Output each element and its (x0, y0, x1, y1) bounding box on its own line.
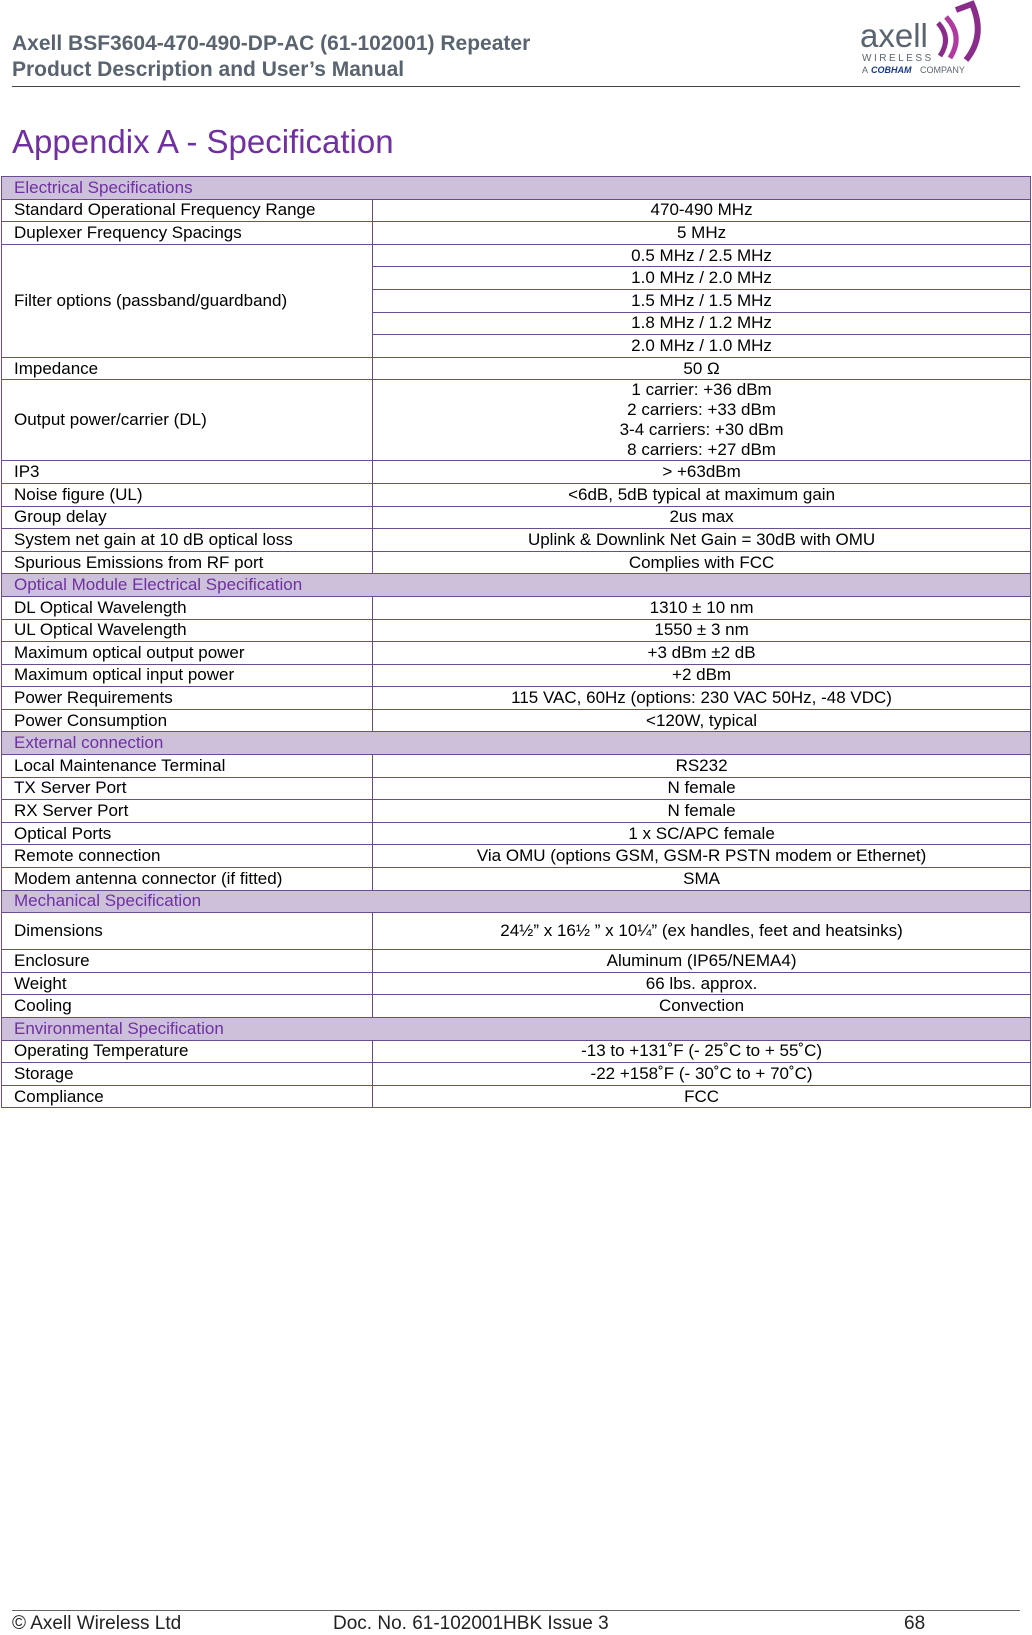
row-value: 5 MHz (373, 222, 1031, 245)
row-value: RS232 (373, 755, 1031, 778)
logo-sub-2-suffix: COMPANY (920, 65, 965, 75)
table-row (2, 664, 1031, 687)
header-title (12, 31, 530, 83)
row-value: Complies with FCC (373, 551, 1031, 574)
section-row (2, 732, 1031, 755)
row-value: 2us max (373, 506, 1031, 529)
row-value: 66 lbs. approx. (373, 972, 1031, 995)
row-label: Dimensions (2, 913, 373, 950)
table-row (2, 755, 1031, 778)
table-row (2, 1085, 1031, 1108)
row-value: -22 +158˚F (- 30˚C to + 70˚C) (373, 1063, 1031, 1086)
row-value: FCC (373, 1085, 1031, 1108)
section-row (2, 1018, 1031, 1041)
header-title-line-1: Axell BSF3604-470-490-DP-AC (61-102001) Repeater (12, 32, 531, 55)
row-label: Enclosure (2, 950, 373, 973)
section-row (2, 574, 1031, 597)
logo-sub-1: WIRELESS (862, 53, 934, 64)
row-label: RX Server Port (2, 800, 373, 823)
table-row (2, 596, 1031, 619)
row-value: 1.8 MHz / 1.2 MHz (373, 312, 1031, 335)
row-value: 2.0 MHz / 1.0 MHz (373, 335, 1031, 358)
row-label: Operating Temperature (2, 1040, 373, 1063)
table-row (2, 822, 1031, 845)
row-value: -13 to +131˚F (- 25˚C to + 55˚C) (373, 1040, 1031, 1063)
row-value: +3 dBm ±2 dB (373, 642, 1031, 665)
row-value: 50 Ω (373, 357, 1031, 380)
row-label: Power Requirements (2, 687, 373, 710)
table-row (2, 800, 1031, 823)
table-row (2, 687, 1031, 710)
row-value: <6dB, 5dB typical at maximum gain (373, 483, 1031, 506)
section-environmental: Environmental Specification (2, 1018, 1031, 1041)
section-electrical: Electrical Specifications (2, 177, 1031, 200)
table-row (2, 913, 1031, 950)
table-row (2, 483, 1031, 506)
table-row (2, 551, 1031, 574)
row-value: <120W, typical (373, 709, 1031, 732)
row-value (373, 380, 1031, 461)
table-row (2, 972, 1031, 995)
table-row (2, 777, 1031, 800)
section-external: External connection (2, 732, 1031, 755)
row-value: 470-490 MHz (373, 199, 1031, 222)
table-row (2, 619, 1031, 642)
row-label: Storage (2, 1063, 373, 1086)
row-label: Cooling (2, 995, 373, 1018)
row-label: Spurious Emissions from RF port (2, 551, 373, 574)
row-label: Maximum optical output power (2, 642, 373, 665)
row-value: 24½” x 16½ ” x 10¼” (ex handles, feet and heatsinks) (373, 913, 1031, 950)
output-line: 2 carriers: +33 dBm (627, 400, 776, 420)
table-row (2, 357, 1031, 380)
spec-table (1, 176, 1031, 1108)
row-label: Local Maintenance Terminal (2, 755, 373, 778)
row-label: Compliance (2, 1085, 373, 1108)
row-label: Maximum optical input power (2, 664, 373, 687)
table-row (2, 244, 1031, 267)
row-value: N female (373, 777, 1031, 800)
table-row (2, 506, 1031, 529)
row-value: Aluminum (IP65/NEMA4) (373, 950, 1031, 973)
row-value: Via OMU (options GSM, GSM-R PSTN modem or Ethernet) (373, 845, 1031, 868)
row-label: System net gain at 10 dB optical loss (2, 529, 373, 552)
table-row (2, 868, 1031, 891)
section-row (2, 890, 1031, 913)
row-value: N female (373, 800, 1031, 823)
row-label: IP3 (2, 461, 373, 484)
section-mechanical: Mechanical Specification (2, 890, 1031, 913)
row-label: Output power/carrier (DL) (2, 380, 373, 461)
output-line: 3-4 carriers: +30 dBm (619, 420, 784, 440)
table-row (2, 845, 1031, 868)
table-row (2, 950, 1031, 973)
row-value: > +63dBm (373, 461, 1031, 484)
table-row (2, 380, 1031, 461)
section-optical: Optical Module Electrical Specification (2, 574, 1031, 597)
footer-divider (12, 1610, 1020, 1611)
table-row (2, 461, 1031, 484)
header-title-line-2: Product Description and User’s Manual (12, 58, 405, 81)
row-label: Modem antenna connector (if fitted) (2, 868, 373, 891)
row-value: 1 x SC/APC female (373, 822, 1031, 845)
table-row (2, 642, 1031, 665)
header-divider (12, 86, 1020, 87)
table-row (2, 1040, 1031, 1063)
row-label: Filter options (passband/guardband) (2, 244, 373, 357)
footer-copyright: © Axell Wireless Ltd (12, 1613, 182, 1634)
output-line: 8 carriers: +27 dBm (627, 440, 776, 460)
row-label: DL Optical Wavelength (2, 596, 373, 619)
row-label: Remote connection (2, 845, 373, 868)
row-label: Noise figure (UL) (2, 483, 373, 506)
row-value: 115 VAC, 60Hz (options: 230 VAC 50Hz, -48 VDC) (373, 687, 1031, 710)
row-value: Uplink & Downlink Net Gain = 30dB with OMU (373, 529, 1031, 552)
row-label: UL Optical Wavelength (2, 619, 373, 642)
logo-brand: axell (860, 17, 928, 54)
table-row (2, 995, 1031, 1018)
page-title: Appendix A - Specification (12, 123, 394, 160)
row-label: Group delay (2, 506, 373, 529)
footer-doc-number: Doc. No. 61-102001HBK Issue 3 (333, 1613, 609, 1634)
row-value: 1.0 MHz / 2.0 MHz (373, 267, 1031, 290)
table-row (2, 222, 1031, 245)
row-label: Impedance (2, 357, 373, 380)
row-label: TX Server Port (2, 777, 373, 800)
row-value: 1310 ± 10 nm (373, 596, 1031, 619)
row-label: Standard Operational Frequency Range (2, 199, 373, 222)
output-line: 1 carrier: +36 dBm (631, 380, 772, 400)
row-label: Duplexer Frequency Spacings (2, 222, 373, 245)
row-label: Weight (2, 972, 373, 995)
table-row (2, 1063, 1031, 1086)
logo-sub-2-brand: COBHAM (871, 65, 912, 75)
section-row (2, 177, 1031, 200)
row-label: Optical Ports (2, 822, 373, 845)
row-value: 1550 ± 3 nm (373, 619, 1031, 642)
row-label: Power Consumption (2, 709, 373, 732)
logo-sub-2-prefix: A (862, 65, 869, 75)
table-row (2, 199, 1031, 222)
footer-page-number: 68 (904, 1613, 926, 1634)
row-value: +2 dBm (373, 664, 1031, 687)
axell-logo (860, 0, 1000, 82)
table-row (2, 529, 1031, 552)
row-value: SMA (373, 868, 1031, 891)
table-row (2, 709, 1031, 732)
row-value: 0.5 MHz / 2.5 MHz (373, 244, 1031, 267)
row-value: 1.5 MHz / 1.5 MHz (373, 289, 1031, 312)
row-value: Convection (373, 995, 1031, 1018)
